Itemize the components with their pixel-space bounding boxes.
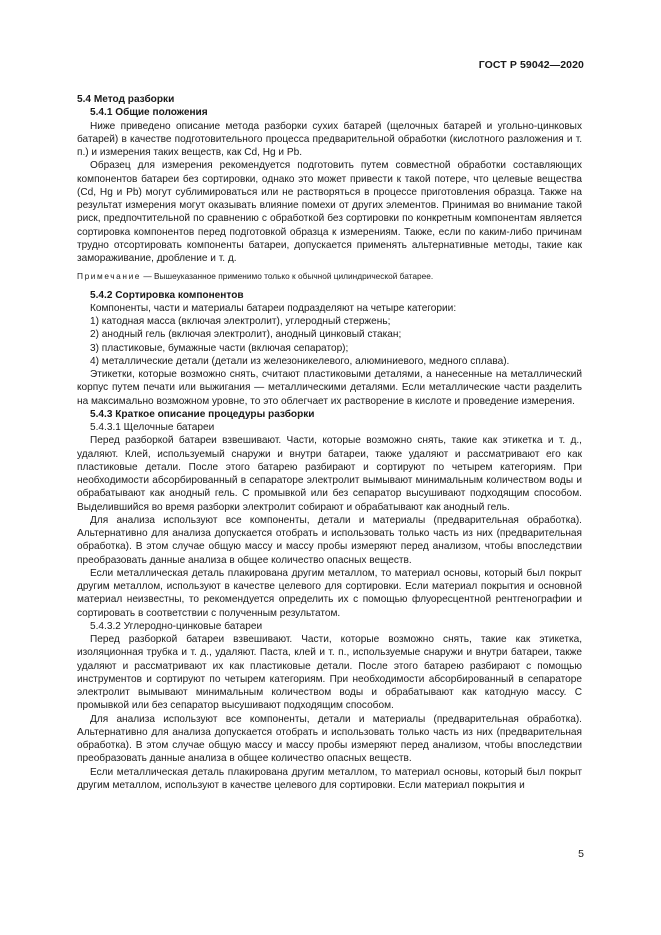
list-item: 1) катодная масса (включая электролит), углеродный стержень; <box>90 316 391 327</box>
paragraph: Ниже приведено описание метода разборки сухих батарей (щелочных батарей и угольно-цинковых батарей) в качестве подготовительного процесса предварительной обработки (кислотного разложения и т. п.) и измерения таких веществ, как Cd, Hg и Pb. <box>77 120 582 158</box>
page-number: 5 <box>578 848 584 860</box>
subsubsection-title-5-4-3-2: 5.4.3.2 Углеродно-цинковые батареи <box>90 620 263 632</box>
note-label: Примечание <box>77 271 142 282</box>
paragraph: Если металлическая деталь плакирована другим металлом, то материал основы, который был покрыт другим металлом, используют в качестве целевого для сортировки. Если материал покрытия и <box>77 766 582 791</box>
standard-header: ГОСТ Р 59042—2020 <box>478 59 584 71</box>
note-text: — Вышеуказанное применимо только к обычной цилиндрической батарее. <box>141 271 434 282</box>
document-body <box>77 93 582 792</box>
paragraph: Образец для измерения рекомендуется подготовить путем совместной обработки составляющих компонентов батареи без сортировки, однако это может привести к такой потере, что целевые вещества (Cd, Hg и Pb) могут сублимироваться или не растворяться в процессе приготовления образца. Также на результат измерения могут оказывать влияние помехи от других элементов. Принимая во внимание такой риск, предпочтительной по сравнению с обработкой без сортировки по конкретным компонентам является сортировка компонентов перед подготовкой образца к измерениям. Также, если по каким-либо причинам трудно отсортировать компоненты батареи, допускается применять альтернативные методы, такие как замораживание, дробление и т. д. <box>77 160 582 264</box>
list-item: 4) металлические детали (детали из железоникелевого, алюминиевого, медного сплава). <box>90 355 510 367</box>
paragraph: Этикетки, которые возможно снять, считают пластиковыми деталями, а нанесенные на металлический корпус путем печати или выжигания — металлическими деталями. Если металлические части разделить на максимально возможном уровне, то это облегчает их растворение в кислоте и проведение измерения. <box>77 369 582 407</box>
subsubsection-title-5-4-3-1: 5.4.3.1 Щелочные батареи <box>90 422 215 433</box>
list-item: 2) анодный гель (включая электролит), анодный цинковый стакан; <box>90 329 402 341</box>
paragraph: Если металлическая деталь плакирована другим металлом, то материал основы, который был покрыт другим металлом, используют в качестве целевого для сортировки. Если материал покрытия и основной материал неизвестны, то рекомендуется определить их с помощью флуоресцентной рентгенографии и сортировать в соответствии с полученным результатом. <box>77 567 582 619</box>
note <box>77 270 582 283</box>
paragraph: Компоненты, части и материалы батареи подразделяют на четыре категории: <box>90 302 457 314</box>
paragraph: Перед разборкой батареи взвешивают. Части, которые возможно снять, такие как этикетка и т. д., удаляют. Клей, используемый снаружи и внутри батареи, также удаляют и рассматривают его как пластиковые детали. После этого батарею разбирают и сортируют по четырем категориям. При необходимости абсорбированный в сепараторе электролит вымывают минимальным количеством воды и обрабатывают как анодный гель. С промывкой или без сепаратор высушивают подходящим способом. Выделившийся во время разборки электролит собирают и обрабатывают как анодный гель. <box>77 435 582 513</box>
paragraph: Для анализа используют все компоненты, детали и материалы (предварительная обработка). Альтернативно для анализа допускается отобрать и использовать только часть из них (предварительная обработка). В этом случае общую массу и массу пробы измеряют перед анализом, чтобы впоследствии преобразовать данные анализа в общее количество опасных веществ. <box>77 514 582 566</box>
paragraph: Перед разборкой батареи взвешивают. Части, которые возможно снять, такие как этикетка, изоляционная трубка и т. д., удаляют. Паста, клей и т. п., используемые снаружи и внутри батареи, также удаляют и рассматривают их как пластиковые детали. После этого батарею разбирают с помощью инструментов и сортируют по четырем категориям. При необходимости абсорбированный в сепараторе электролит вымывают минимальным количеством воды и обрабатывают как катодную массу. С промывкой или без сепаратор высушивают подходящим способом. <box>77 634 582 712</box>
subsection-title-5-4-1: 5.4.1 Общие положения <box>90 107 208 119</box>
subsection-title-5-4-3: 5.4.3 Краткое описание процедуры разборки <box>90 408 315 420</box>
paragraph: Для анализа используют все компоненты, детали и материалы (предварительная обработка). Альтернативно для анализа допускается отобрать и использовать только часть из них (предварительная обработка). В этом случае общую массу и массу пробы измеряют перед анализом, чтобы впоследствии преобразовать данные анализа в общее количество опасных веществ. <box>77 713 582 765</box>
list-item: 3) пластиковые, бумажные части (включая сепаратор); <box>90 342 349 354</box>
section-title: 5.4 Метод разборки <box>77 94 175 105</box>
subsection-title-5-4-2: 5.4.2 Сортировка компонентов <box>90 289 244 301</box>
